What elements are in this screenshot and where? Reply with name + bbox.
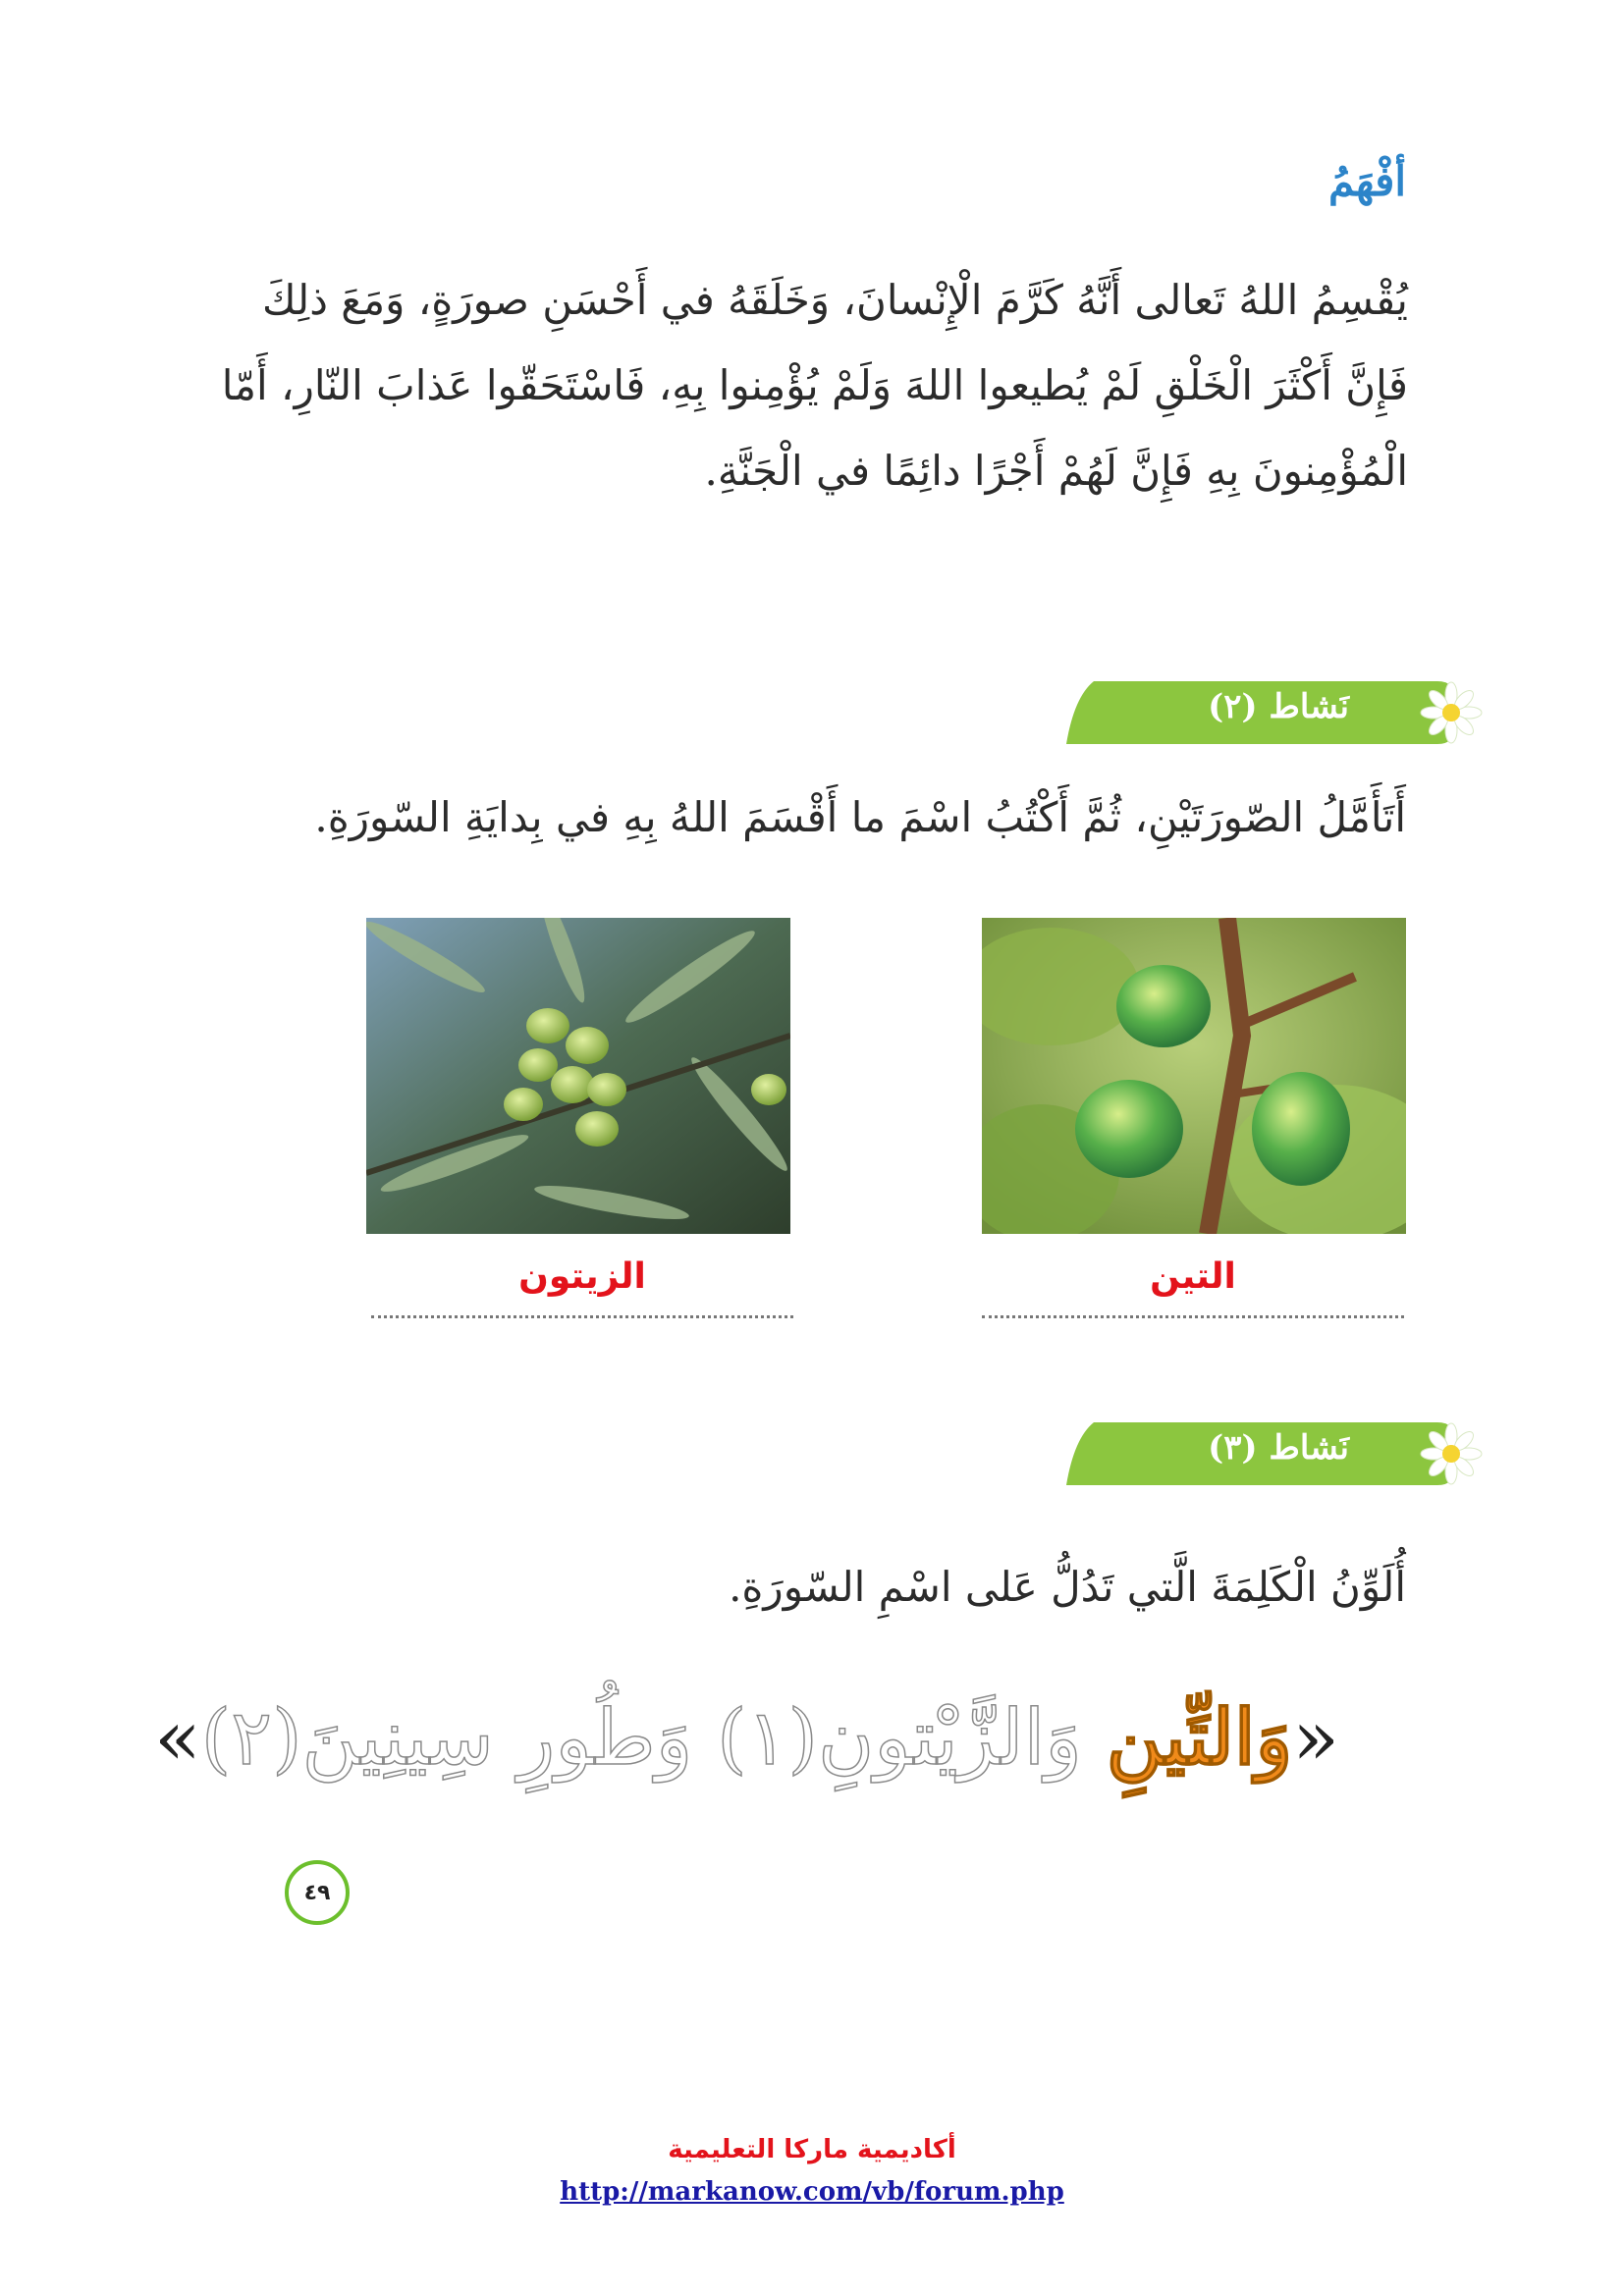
activity-3-banner — [1064, 1418, 1457, 1489]
activity-2-banner — [1064, 677, 1457, 748]
activity-2-label: نَشاط (٢) — [1208, 687, 1349, 726]
footer-link[interactable]: http://markanow.com/vb/forum.php — [560, 2177, 1064, 2207]
fig-answer-line[interactable] — [982, 1256, 1404, 1318]
olive-photo — [366, 918, 790, 1234]
page-number: ٤٩ — [285, 1860, 350, 1925]
fig-photo — [982, 918, 1406, 1234]
activity-2-instruction: أَتَأَمَّلُ الصّورَتَيْنِ، ثُمَّ أَكْتُبُ اسْمَ ما أَقْسَمَ اللهُ بِهِ في بِدايَةِ السّورَةِ. — [314, 793, 1406, 841]
verse-part-2: وَطُورِ سِينِينَ(٢) — [200, 1694, 693, 1783]
verse-part-1: وَالزَّيْتونِ(١) — [692, 1694, 1107, 1783]
quran-verse — [154, 1693, 1339, 1783]
lesson-paragraph: يُقْسِمُ اللهُ تَعالى أَنَّهُ كَرَّمَ الْإِنْسانَ، وَخَلَقَهُ في أَحْسَنِ صورَةٍ، وَمَعَ ذلِكَ فَإِنَّ أَكْثَرَ الْخَلْقِ لَمْ يُطيعوا اللهَ وَلَمْ يُؤْمِنوا بِهِ، فَاسْتَحَقّوا عَذابَ النّارِ، أَمّا الْمُؤْمِنونَ بِهِ فَإِنَّ لَهُمْ أَجْرًا دائِمًا في الْجَنَّةِ. — [221, 276, 1408, 495]
footer-title: أكاديمية ماركا التعليمية — [668, 2135, 956, 2164]
olive-answer-text: الزيتون — [518, 1256, 646, 1297]
fig-answer-text: التين — [1150, 1256, 1236, 1297]
verse-open-quote: « — [1292, 1694, 1339, 1783]
activity-3-label: نَشاط (٣) — [1208, 1428, 1349, 1468]
verse-highlighted-word[interactable]: وَالتِّينِ — [1106, 1693, 1293, 1783]
verse-close-quote: » — [154, 1694, 201, 1783]
olive-answer-line[interactable] — [371, 1256, 793, 1318]
section-heading: أفْهَمُ — [1327, 157, 1406, 205]
activity-3-instruction: أُلَوِّنُ الْكَلِمَةَ الَّتي تَدُلُّ عَلى اسْمِ السّورَةِ. — [729, 1563, 1406, 1611]
